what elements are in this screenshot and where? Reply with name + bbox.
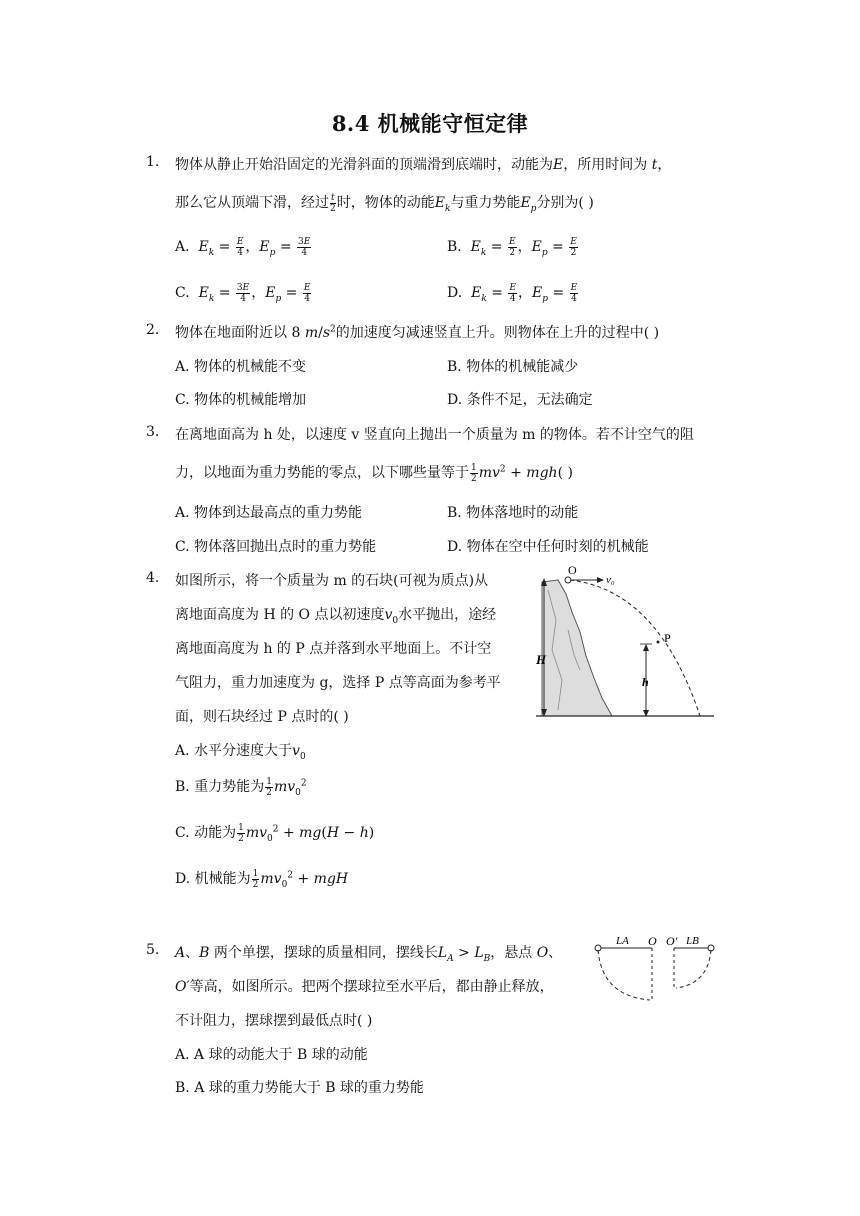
q5-option-a[interactable]: A. A 球的动能大于 B 球的动能 [175, 1047, 368, 1063]
q3-line2: 力，以地面为重力势能的零点，以下哪些量等于 $\frac{1}{2}$ $mv^2 + mgh$( ) [175, 462, 573, 484]
q2-option-b[interactable]: B. 物体的机械能减少 [447, 359, 579, 375]
q4-line5: 面，则石块经过 P 点时的( ) [175, 709, 349, 725]
label-O: O [648, 934, 657, 948]
q3-option-c[interactable]: C. 物体落回抛出点时的重力势能 [175, 539, 377, 555]
q2-stem: 物体在地面附近以 8 $m/s^2$的加速度匀减速竖直上升。则物体在上升的过程中( ) [175, 324, 660, 341]
label-h: h [642, 675, 649, 689]
label-LA: LA [616, 935, 629, 947]
label-O: O [568, 563, 577, 577]
arc-B [676, 950, 711, 988]
q4-option-b[interactable]: B. 重力势能为 $\frac{1}{2}$ $mv_0^2$ [175, 776, 307, 798]
q2-number: 2. [146, 322, 160, 338]
pendulum-figure [590, 928, 720, 1008]
label-v0: v₀ [606, 574, 615, 586]
q3-option-d[interactable]: D. 物体在空中任何时刻的机械能 [447, 539, 649, 555]
q4-line4: 气阻力，重力加速度为 g，选择 P 点等高面为参考平 [175, 675, 501, 691]
q3-option-a[interactable]: A. 物体到达最高点的重力势能 [175, 505, 363, 521]
q4-option-c[interactable]: C. 动能为 $\frac{1}{2}$ $mv_0^2 + mg(H - h)$ [175, 822, 375, 844]
point-P [657, 641, 660, 644]
q1-line2: 那么它从顶端下滑，经过 $\frac{t}{2}$ 时，物体的动能$E_k$与重力势能$E_p$分别为( ) [175, 192, 594, 214]
label-LB: LB [686, 935, 699, 947]
q5-number: 5. [146, 942, 160, 958]
q4-option-a[interactable]: A. 水平分速度大于$v_0$ [175, 743, 306, 762]
q3-option-b[interactable]: B. 物体落地时的动能 [447, 505, 579, 521]
q1-number: 1. [146, 154, 160, 170]
q2-option-a[interactable]: A. 物体的机械能不变 [175, 359, 307, 375]
q1-line1: 物体从静止开始沿固定的光滑斜面的顶端滑到底端时，动能为E，所用时间为 t， [175, 157, 672, 173]
q4-line2: 离地面高度为 H 的 O 点以初速度$v_0$水平抛出，途经 [175, 607, 497, 626]
q4-option-d[interactable]: D. 机械能为 $\frac{1}{2}$ $mv_0^2$ + mgH [175, 868, 349, 890]
q3-number: 3. [146, 424, 160, 440]
q5-line2: O′等高，如图所示。把两个摆球拉至水平后，都由静止释放， [175, 979, 554, 995]
label-P: P [664, 631, 671, 645]
q4-line3: 离地面高度为 h 的 P 点并落到水平地面上。不计空 [175, 641, 492, 657]
q1-option-d[interactable]: D. $E_k$ = $\frac{E}{4}$ ，$E_p$ = $\frac{E}{4}$ [447, 282, 578, 304]
q5-option-b[interactable]: B. A 球的重力势能大于 B 球的重力势能 [175, 1080, 424, 1096]
arc-A [598, 950, 650, 1000]
q1-option-a[interactable]: A. $E_k$ = $\frac{E}{4}$ ，$E_p$ = $\frac{3E}{4}$ [175, 236, 311, 258]
cliff-projectile-figure [528, 560, 718, 725]
page-title: 8.4 机械能守恒定律 [331, 111, 529, 136]
q2-option-d[interactable]: D. 条件不足，无法确定 [447, 392, 593, 408]
q1-option-c[interactable]: C. $E_k$ = $\frac{3E}{4}$ ，$E_p$ = $\frac{E}{4}$ [175, 282, 311, 304]
q5-line1: A、B 两个单摆，摆球的质量相同，摆线长$L_A > L_B$，悬点 O、 [175, 945, 563, 964]
q4-line1: 如图所示，将一个质量为 m 的石块(可视为质点)从 [175, 573, 489, 589]
label-H: H [536, 652, 547, 667]
q3-line1: 在离地面高为 h 处，以速度 v 竖直向上抛出一个质量为 m 的物体。若不计空气的阻 [175, 427, 694, 443]
label-O-prime: O′ [666, 934, 678, 948]
q1-option-b[interactable]: B. $E_k$ = $\frac{E}{2}$ ，$E_p$ = $\frac{E}{2}$ [447, 236, 577, 258]
q5-line3: 不计阻力，摆球摆到最低点时( ) [175, 1013, 373, 1029]
q4-number: 4. [146, 570, 160, 586]
q2-option-c[interactable]: C. 物体的机械能增加 [175, 392, 307, 408]
